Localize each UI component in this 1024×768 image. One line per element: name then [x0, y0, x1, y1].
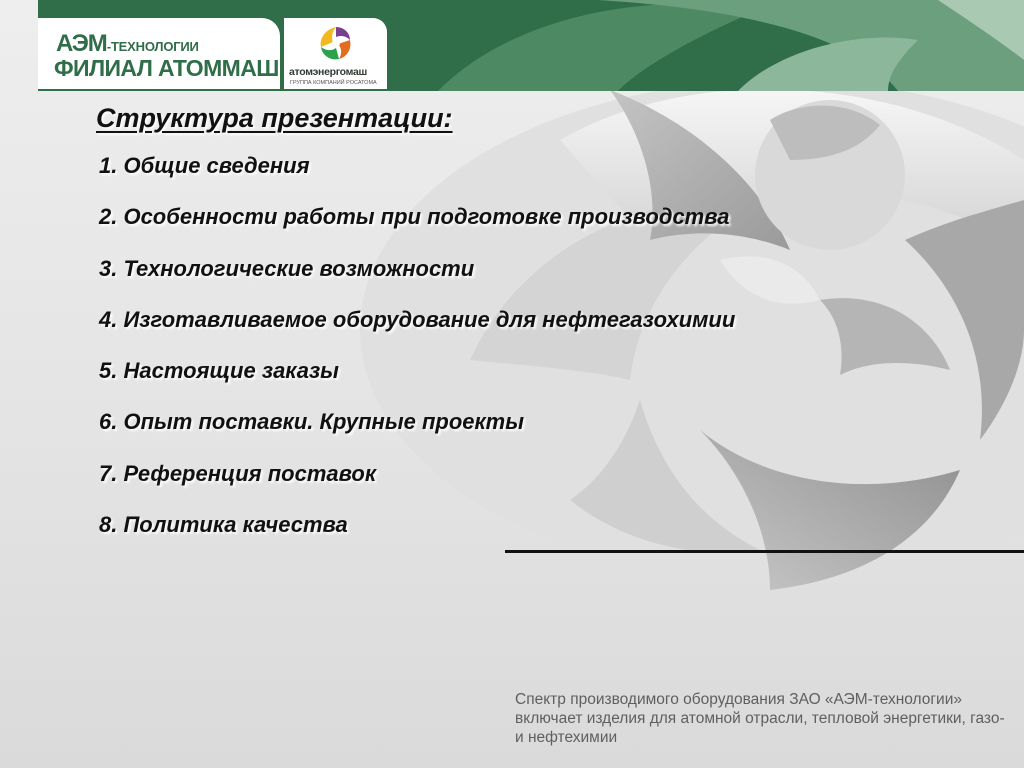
footer-note: Спектр производимого оборудования ЗАО «АЭМ-технологии» включает изделия для атомной отрасли, тепловой энергетики, газо- и нефтехимии: [515, 691, 1005, 746]
contents-item-6: 6. Опыт поставки. Крупные проекты: [99, 409, 525, 435]
slide-title: Структура презентации:: [96, 103, 453, 133]
contents-item-1: 1. Общие сведения: [99, 153, 310, 178]
company-brand: [56, 30, 199, 58]
group-logo-name: атомэнергомаш: [289, 66, 367, 78]
group-logo-tagline: ГРУППА КОМПАНИЙ РОСАТОМА: [290, 80, 377, 86]
brand-prefix: АЭМ: [56, 30, 107, 57]
branch-name: ФИЛИАЛ АТОММАШ: [54, 55, 279, 81]
contents-item-2: 2. Особенности работы при подготовке производства: [99, 204, 730, 230]
contents-item-7: 7. Референция поставок: [99, 460, 376, 486]
contents-item-5: 5. Настоящие заказы: [99, 358, 339, 384]
contents-item-8: 8. Политика качества: [99, 512, 348, 538]
contents-list: [99, 153, 735, 563]
divider-line: [505, 550, 1024, 553]
contents-item-3: 3. Технологические возможности: [99, 255, 475, 281]
contents-item-4: 4. Изготавливаемое оборудование для нефтегазохимии: [99, 306, 736, 332]
brand-suffix: -ТЕХНОЛОГИИ: [106, 39, 199, 54]
atomenergomash-logo-icon: [316, 23, 356, 63]
